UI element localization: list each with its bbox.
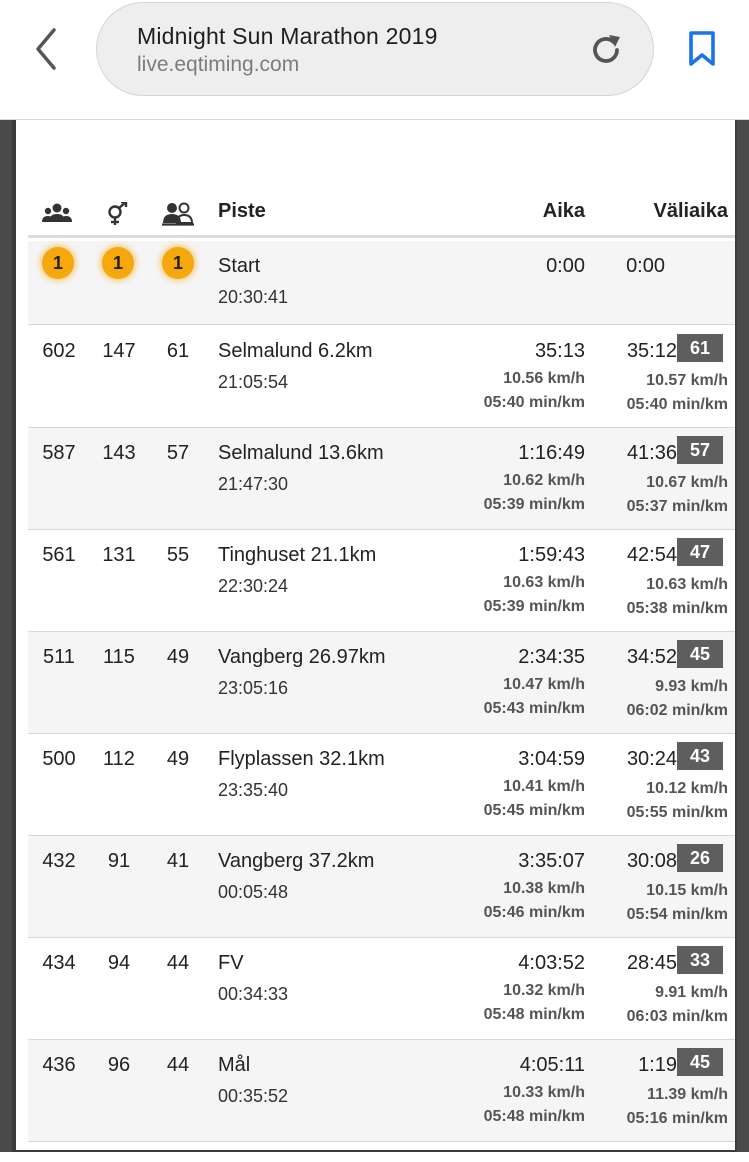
split-time: 30:08 bbox=[626, 850, 677, 872]
split-time: 42:54 bbox=[626, 544, 677, 566]
total-speed: 10.41 km/h bbox=[503, 778, 585, 795]
bookmark-icon bbox=[686, 30, 718, 68]
clock-time: 00:34:33 bbox=[218, 984, 289, 1004]
checkpoint-name: Tinghuset 21.1km bbox=[218, 544, 377, 566]
class-rank: 61 bbox=[166, 340, 190, 362]
gender-rank: 96 bbox=[107, 1054, 131, 1076]
results-panel bbox=[16, 120, 735, 1150]
header-piste[interactable]: Piste bbox=[218, 200, 266, 222]
overall-rank: 587 bbox=[42, 442, 76, 464]
overall-rank: 436 bbox=[42, 1054, 76, 1076]
page-domain: live.eqtiming.com bbox=[137, 53, 300, 76]
total-pace: 05:39 min/km bbox=[483, 598, 585, 615]
split-rank-badge: 45 bbox=[677, 1048, 723, 1076]
split-speed: 10.67 km/h bbox=[646, 474, 728, 491]
split-rank-badge: 33 bbox=[677, 946, 723, 974]
clock-time: 00:35:52 bbox=[218, 1086, 289, 1106]
split-pace: 05:55 min/km bbox=[626, 804, 728, 821]
table-row-start[interactable] bbox=[28, 241, 735, 325]
split-time: 28:45 bbox=[626, 952, 677, 974]
total-speed: 10.32 km/h bbox=[503, 982, 585, 999]
split-time: 1:19 bbox=[638, 1054, 677, 1076]
total-time: 4:05:11 bbox=[519, 1054, 585, 1076]
frame-right-edge bbox=[737, 120, 749, 1162]
page-frame bbox=[0, 120, 749, 1162]
class-rank: 57 bbox=[166, 442, 190, 464]
overall-rank: 602 bbox=[42, 340, 76, 362]
reload-button[interactable] bbox=[587, 31, 625, 69]
clock-time: 20:30:41 bbox=[218, 287, 289, 307]
total-time: 3:35:07 bbox=[518, 850, 585, 872]
split-pace: 05:16 min/km bbox=[626, 1110, 728, 1127]
clock-time: 22:30:24 bbox=[218, 576, 289, 596]
overall-rank: 434 bbox=[42, 952, 76, 974]
clock-time: 23:05:16 bbox=[218, 678, 289, 698]
checkpoint-name: FV bbox=[218, 952, 244, 974]
total-time: 4:03:52 bbox=[518, 952, 585, 974]
split-rank-badge: 26 bbox=[677, 844, 723, 872]
split-rank-badge: 57 bbox=[677, 436, 723, 464]
split-pace: 05:37 min/km bbox=[626, 498, 728, 515]
total-time: 0:00 bbox=[546, 255, 585, 277]
split-rank-badge: 61 bbox=[677, 334, 723, 362]
header-aika[interactable]: Aika bbox=[542, 200, 585, 222]
split-pace: 05:40 min/km bbox=[626, 396, 728, 413]
split-rank-badge: 43 bbox=[677, 742, 723, 770]
total-time: 1:59:43 bbox=[518, 544, 585, 566]
table-header bbox=[28, 192, 735, 238]
overall-rank-medal: 1 bbox=[42, 247, 74, 279]
overall-rank: 511 bbox=[43, 646, 75, 668]
total-speed: 10.47 km/h bbox=[503, 676, 585, 693]
table-row[interactable] bbox=[28, 326, 735, 428]
total-speed: 10.33 km/h bbox=[503, 1084, 585, 1101]
total-speed: 10.38 km/h bbox=[503, 880, 585, 897]
browser-toolbar bbox=[0, 0, 749, 120]
clock-time: 00:05:48 bbox=[218, 882, 289, 902]
gender-rank: 131 bbox=[102, 544, 136, 566]
table-row[interactable] bbox=[28, 632, 735, 734]
split-time: 30:24 bbox=[626, 748, 677, 770]
checkpoint-name: Flyplassen 32.1km bbox=[218, 748, 385, 770]
gender-rank: 94 bbox=[107, 952, 131, 974]
checkpoint-name: Vangberg 26.97km bbox=[218, 646, 386, 668]
checkpoint-name: Vangberg 37.2km bbox=[218, 850, 375, 872]
total-pace: 05:40 min/km bbox=[483, 394, 585, 411]
gender-rank-medal: 1 bbox=[102, 247, 134, 279]
total-speed: 10.63 km/h bbox=[503, 574, 585, 591]
page-title: Midnight Sun Marathon 2019 bbox=[137, 23, 438, 49]
table-row[interactable] bbox=[28, 938, 735, 1040]
class-icon bbox=[162, 202, 192, 226]
class-rank: 55 bbox=[166, 544, 190, 566]
split-speed: 10.12 km/h bbox=[646, 780, 728, 797]
total-pace: 05:48 min/km bbox=[483, 1108, 585, 1125]
table-row[interactable] bbox=[28, 836, 735, 938]
gender-rank: 112 bbox=[103, 748, 135, 770]
overall-rank: 561 bbox=[42, 544, 76, 566]
total-time: 2:34:35 bbox=[518, 646, 585, 668]
address-bar[interactable] bbox=[96, 2, 654, 96]
clock-time: 23:35:40 bbox=[218, 780, 289, 800]
split-time: 41:36 bbox=[626, 442, 677, 464]
total-time: 35:13 bbox=[534, 340, 585, 362]
checkpoint-name: Mål bbox=[218, 1054, 251, 1076]
table-row[interactable] bbox=[28, 734, 735, 836]
bottom-strip bbox=[0, 1152, 749, 1162]
table-row[interactable] bbox=[28, 1040, 735, 1142]
total-pace: 05:45 min/km bbox=[483, 802, 585, 819]
overall-rank: 432 bbox=[42, 850, 76, 872]
reload-icon bbox=[587, 31, 625, 69]
back-button[interactable] bbox=[28, 24, 68, 74]
split-pace: 05:54 min/km bbox=[626, 906, 728, 923]
total-time: 1:16:49 bbox=[518, 442, 585, 464]
split-rank-badge: 47 bbox=[677, 538, 723, 566]
gender-rank: 115 bbox=[103, 646, 135, 668]
gender-rank: 147 bbox=[102, 340, 136, 362]
header-valiaika[interactable]: Väliaika bbox=[653, 200, 728, 222]
checkpoint-name: Selmalund 13.6km bbox=[218, 442, 384, 464]
total-pace: 05:48 min/km bbox=[483, 1006, 585, 1023]
table-row[interactable] bbox=[28, 530, 735, 632]
gender-rank: 143 bbox=[102, 442, 136, 464]
split-speed: 10.63 km/h bbox=[646, 576, 728, 593]
class-rank-medal: 1 bbox=[162, 247, 194, 279]
class-rank: 44 bbox=[166, 1054, 190, 1076]
total-time: 3:04:59 bbox=[518, 748, 585, 770]
gender-rank: 91 bbox=[107, 850, 131, 872]
group-icon bbox=[42, 202, 72, 226]
gender-icon bbox=[104, 202, 134, 226]
frame-left-edge bbox=[0, 120, 12, 1162]
bookmark-button[interactable] bbox=[686, 30, 718, 68]
split-time: 34:52 bbox=[626, 646, 677, 668]
total-speed: 10.56 km/h bbox=[503, 370, 585, 387]
split-speed: 9.93 km/h bbox=[655, 678, 728, 695]
checkpoint-name: Start bbox=[218, 255, 261, 277]
split-pace: 06:03 min/km bbox=[626, 1008, 728, 1025]
split-speed: 9.91 km/h bbox=[655, 984, 728, 1001]
clock-time: 21:05:54 bbox=[218, 372, 289, 392]
total-pace: 05:43 min/km bbox=[483, 700, 585, 717]
split-pace: 05:38 min/km bbox=[626, 600, 728, 617]
clock-time: 21:47:30 bbox=[218, 474, 289, 494]
checkpoint-name: Selmalund 6.2km bbox=[218, 340, 373, 362]
split-pace: 06:02 min/km bbox=[626, 702, 728, 719]
class-rank: 49 bbox=[166, 748, 190, 770]
total-pace: 05:46 min/km bbox=[483, 904, 585, 921]
total-pace: 05:39 min/km bbox=[483, 496, 585, 513]
split-speed: 11.39 km/h bbox=[647, 1086, 728, 1103]
class-rank: 49 bbox=[166, 646, 190, 668]
class-rank: 41 bbox=[166, 850, 190, 872]
total-speed: 10.62 km/h bbox=[503, 472, 585, 489]
split-speed: 10.57 km/h bbox=[646, 372, 728, 389]
class-rank: 44 bbox=[166, 952, 190, 974]
overall-rank: 500 bbox=[42, 748, 76, 770]
split-time: 0:00 bbox=[626, 255, 665, 277]
split-rank-badge: 45 bbox=[677, 640, 723, 668]
chevron-left-icon bbox=[28, 24, 68, 74]
table-row[interactable] bbox=[28, 428, 735, 530]
split-speed: 10.15 km/h bbox=[646, 882, 728, 899]
split-time: 35:12 bbox=[626, 340, 677, 362]
